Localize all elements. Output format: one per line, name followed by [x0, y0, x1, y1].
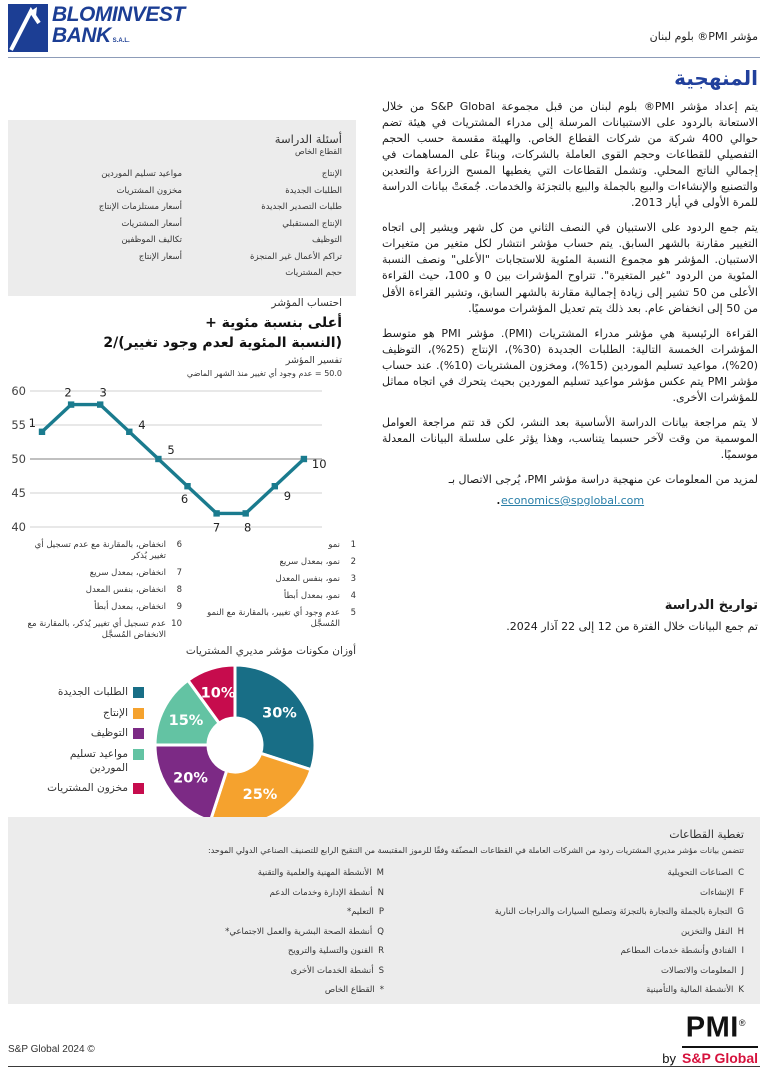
- paragraph: يتم جمع الردود على الاستبيان في النصف الثاني من كل شهر ويشير إلى اتجاه التغيير مقارنة بالشهر السابق. يتم حساب مؤشر انتشار لكل متغير من متغيرات الاستبيان. المؤشر هو مجموع النسبة المئوية للاستجابات "الأعلى" ونصف النسبة المئوية من الردود "غير المتغيرة". تتراوح المؤشرات بين 0 و 100، حيث القراءة الأعلى من 50 تشير إلى زيادة إجمالية مقارنة بالشهر السابق، وتشير القراءة الأقل من 50 إلى انخفاض عام. بعد ذلك يتم تعديل المؤشرات موسميًا.: [382, 221, 758, 315]
- sector-coverage-intro: تتضمن بيانات مؤشر مديري المشتريات ردود من الشركات العاملة في القطاعات المصنّفة وفقًا للرموز المقتبسة من التنقيح الرابع للتصنيف الصناعي الدولي الموحد:: [208, 846, 744, 855]
- sector-item: [24, 946, 384, 956]
- survey-question: طلبات التصدير الجديدة: [261, 202, 342, 212]
- sector-item: [384, 907, 744, 917]
- index-interpretation-title: تفسير المؤشر: [285, 355, 342, 366]
- sector-col-left: [24, 868, 384, 1005]
- diffusion-legend-item: [8, 585, 182, 596]
- survey-dates-title: تواريخ الدراسة: [664, 598, 758, 613]
- header-divider: [8, 57, 760, 58]
- sector-coverage-box: [8, 817, 760, 1004]
- legend-item-label: نمو، بمعدل أبطأ: [283, 591, 340, 602]
- sector-item: [384, 888, 744, 898]
- survey-dates-section: [382, 598, 758, 633]
- sector-item: [384, 927, 744, 937]
- bottom-divider: [8, 1066, 760, 1067]
- copyright-text: S&P Global 2024 ©: [8, 1044, 95, 1055]
- sector-label: الصناعات التحويلية: [667, 868, 734, 878]
- sector-code: K: [738, 985, 744, 995]
- legend-item-number: 5: [350, 608, 356, 619]
- sector-label: الأنشطة المالية والتأمينية: [646, 985, 734, 995]
- sector-item: [24, 927, 384, 937]
- legend-label: الطلبات الجديدة: [57, 686, 128, 698]
- legend-swatch-icon: [133, 783, 144, 794]
- pie-legend-item: [16, 782, 144, 796]
- svg-text:5: 5: [167, 443, 175, 457]
- sector-code: *: [379, 985, 384, 995]
- sector-item: [24, 907, 384, 917]
- legend-item-number: 10: [171, 619, 182, 630]
- sector-item: [384, 946, 744, 956]
- survey-questions-col2: [22, 169, 182, 285]
- sector-label: الإنشاءات: [700, 887, 735, 898]
- svg-text:40: 40: [11, 520, 26, 533]
- svg-text:10: 10: [311, 457, 327, 471]
- contact-email-line: [382, 489, 758, 508]
- survey-questions-box: [8, 120, 356, 296]
- legend-item-label: نمو، بمعدل سريع: [279, 557, 340, 568]
- pmi-weights-donut-chart: [8, 658, 356, 836]
- survey-question: تراكم الأعمال غير المنجزة: [250, 251, 342, 262]
- page-title: المنهجية: [674, 66, 758, 90]
- sector-code: M: [376, 868, 384, 878]
- blominvest-logo-mark-icon: [8, 4, 48, 52]
- sector-label: التعليم*: [346, 907, 374, 917]
- diffusion-legend: [8, 540, 356, 647]
- diffusion-legend-item: [8, 568, 182, 579]
- contact-paragraph: [382, 472, 758, 488]
- sector-item: [24, 966, 384, 976]
- svg-text:2: 2: [64, 385, 72, 400]
- svg-text:15%: 15%: [168, 713, 204, 730]
- logo-line1: BLOMINVEST: [52, 3, 185, 26]
- diffusion-legend-item: [8, 540, 182, 562]
- legend-swatch-icon: [133, 687, 144, 698]
- svg-text:9: 9: [283, 489, 292, 504]
- sector-label: القطاع الخاص: [324, 985, 375, 995]
- svg-text:20%: 20%: [173, 770, 208, 787]
- sector-label: أنشطة الصحة البشرية والعمل الاجتماعي*: [225, 926, 373, 937]
- svg-text:4: 4: [138, 417, 146, 432]
- sector-code: Q: [377, 926, 384, 937]
- sector-item: [384, 966, 744, 976]
- diffusion-legend-item: [182, 591, 356, 602]
- sector-code: R: [378, 946, 384, 956]
- pmi-logo: [662, 1008, 758, 1066]
- legend-swatch-icon: [133, 749, 144, 760]
- survey-question: مخزون المشتريات: [116, 185, 182, 196]
- svg-text:50: 50: [11, 452, 26, 466]
- survey-questions-subtitle: القطاع الخاص: [295, 147, 342, 156]
- index-interpretation-note: 50.0 = عدم وجود أي تغيير منذ الشهر الماضي: [186, 369, 342, 378]
- sector-item: [384, 985, 744, 995]
- legend-item-number: 4: [350, 591, 356, 602]
- pie-legend: [16, 686, 144, 803]
- logo-sal: S.A.L.: [112, 38, 130, 44]
- sector-label: الفنادق وأنشطة خدمات المطاعم: [620, 946, 737, 956]
- sector-item: [384, 868, 744, 878]
- sector-col-right: [384, 868, 744, 1005]
- sector-item: [24, 868, 384, 878]
- legend-label: الإنتاج: [103, 706, 128, 719]
- legend-item-number: 2: [350, 557, 356, 568]
- sector-code: N: [377, 887, 384, 898]
- survey-questions-title: أسئلة الدراسة: [274, 132, 342, 146]
- svg-text:3: 3: [99, 385, 107, 400]
- survey-question: مواعيد تسليم الموردين: [101, 169, 182, 179]
- legend-item-number: 8: [176, 585, 182, 596]
- sector-label: الأنشطة المهنية والعلمية والتقنية: [257, 868, 372, 878]
- survey-question: أسعار الإنتاج: [138, 251, 182, 262]
- survey-question: أسعار مستلزمات الإنتاج: [98, 202, 182, 212]
- methodology-text-column: [382, 99, 758, 508]
- sector-label: المعلومات والاتصالات: [660, 965, 737, 976]
- sector-label: النقل والتخزين: [681, 926, 733, 937]
- legend-item-label: عدم تسجيل أي تغيير يُذكر، بالمقارنة مع الانخفاض المُسجَّل: [27, 619, 166, 641]
- pie-legend-item: [16, 748, 144, 775]
- svg-text:55: 55: [11, 418, 26, 432]
- legend-item-label: انخفاض، بمعدل سريع: [89, 568, 166, 579]
- sp-global-logo-text: S&P Global: [682, 1046, 758, 1066]
- legend-item-label: انخفاض، بمعدل أبطأ: [94, 602, 166, 613]
- index-formula-line2: (النسبة المئوية لعدم وجود تغيير)/2: [103, 334, 342, 351]
- survey-question: التوظيف: [311, 235, 342, 245]
- legend-item-label: نمو، بنفس المعدل: [275, 574, 340, 585]
- document-title: مؤشر ‎®PMI بلوم لبنان: [649, 30, 758, 43]
- svg-text:30%: 30%: [262, 705, 297, 722]
- legend-item-label: عدم وجود أي تغيير، بالمقارنة مع النمو المُسجَّل: [207, 608, 340, 630]
- sector-code: H: [737, 926, 744, 937]
- index-calculation-section: [8, 297, 342, 353]
- survey-question: أسعار المشتريات: [121, 218, 182, 229]
- legend-swatch-icon: [133, 728, 144, 739]
- paragraph: لا يتم مراجعة بيانات الدراسة الأساسية بعد النشر، لكن قد تتم مراجعة العوامل الموسمية من وقت لآخر حسبما يتناسب، وهذا يؤثر على سلسلة البيانات المعدلة موسميًا.: [382, 415, 758, 461]
- diffusion-legend-item: [182, 540, 356, 551]
- sector-code: P: [378, 907, 384, 917]
- diffusion-legend-col-left: [8, 540, 182, 647]
- sector-label: أنشطة الخدمات الأخرى: [290, 965, 374, 976]
- index-interpretation-section: [8, 355, 342, 378]
- sector-code: S: [378, 965, 384, 976]
- legend-item-number: 7: [176, 568, 182, 579]
- sector-item: [24, 888, 384, 898]
- pmi-logo-word: PMI®: [685, 1011, 746, 1044]
- diffusion-legend-item: [182, 608, 356, 630]
- survey-question: الإنتاج المستقبلي: [282, 218, 342, 229]
- survey-question: حجم المشتريات: [285, 268, 342, 278]
- svg-text:45: 45: [11, 486, 26, 500]
- legend-label: مخزون المشتريات: [47, 782, 128, 795]
- logo-line2: BANK: [52, 24, 111, 47]
- pie-legend-item: [16, 686, 144, 700]
- legend-item-number: 6: [176, 540, 182, 550]
- legend-item-label: انخفاض، بالمقارنة مع عدم تسجيل أي تغيير يُذكر: [34, 540, 166, 562]
- survey-question: الطلبات الجديدة: [285, 185, 342, 196]
- svg-text:6: 6: [180, 492, 189, 507]
- legend-item-number: 9: [176, 602, 182, 613]
- contact-email-link[interactable]: economics@spglobal.com: [501, 494, 645, 508]
- sector-label: التجارة بالجملة والتجارة بالتجزئة وتصليح السيارات والدراجات النارية: [494, 907, 733, 917]
- svg-text:25%: 25%: [242, 787, 278, 804]
- blominvest-logo-text: [52, 4, 185, 52]
- diffusion-legend-col-right: [182, 540, 356, 647]
- registered-mark-icon: ®: [738, 1018, 746, 1028]
- weights-section-title: أوزان مكونات مؤشر مديري المشتريات: [185, 645, 356, 657]
- legend-item-label: انخفاض، بنفس المعدل: [85, 585, 166, 596]
- svg-text:60: 60: [11, 384, 26, 398]
- svg-text:7: 7: [212, 520, 221, 533]
- survey-questions-col1: [182, 169, 342, 285]
- index-formula-line1: أعلى بنسبة مئوية +: [205, 315, 342, 331]
- survey-dates-text: تم جمع البيانات خلال الفترة من 12 إلى 22 آذار 2024.: [506, 620, 758, 633]
- sector-code: F: [739, 887, 744, 898]
- diffusion-legend-item: [8, 602, 182, 613]
- legend-label: مواعيد تسليم الموردين: [69, 747, 128, 774]
- sector-label: أنشطة الإدارة وخدمات الدعم: [269, 887, 373, 898]
- paragraph: يتم إعداد مؤشر ‎®PMI بلوم لبنان من قبل مجموعة S&P Global من خلال الاستعانة بالردود على الاستبيانات المرسلة إلى مدراء المشتريات في هيئة تضم حوالي 400 شركة من شركات القطاع الخاص. والهيئة مقسمة حسب الحجم التفصيلي للقطاعات وحجم القوى العاملة بالشركات، وبناءً على المساهمات في إجمالي الناتج المحلي. وتشمل القطاعات التي يغطيها المسح الزراعة والتعدين والتصنيع والإنشاءات والبيع بالجملة والبيع بالتجزئة والخدمات. جُمعَتْ بيانات الدراسة للمرة الأولى في أيار 2013.: [382, 100, 759, 210]
- sector-coverage-title: تغطية القطاعات: [669, 828, 744, 841]
- diffusion-legend-item: [182, 557, 356, 568]
- diffusion-line-chart: [8, 381, 353, 533]
- contact-lead: لمزيد من المعلومات عن منهجية دراسة مؤشر PMI، يُرجى الاتصال بـ: [448, 472, 758, 486]
- pie-legend-item: [16, 727, 144, 741]
- survey-question: تكاليف الموظفين: [121, 235, 182, 245]
- legend-item-number: 1: [350, 540, 356, 550]
- legend-swatch-icon: [133, 708, 144, 719]
- survey-question: الإنتاج: [321, 169, 342, 179]
- sector-item: [24, 985, 384, 995]
- sector-code: J: [741, 965, 744, 976]
- blominvest-logo: [8, 4, 185, 52]
- pie-legend-item: [16, 707, 144, 721]
- svg-text:8: 8: [244, 520, 252, 533]
- paragraphs: [382, 99, 758, 463]
- legend-item-label: نمو: [328, 540, 340, 550]
- svg-text:10%: 10%: [200, 685, 236, 702]
- sector-code: I: [741, 946, 744, 956]
- sector-code: C: [738, 868, 744, 878]
- sector-code: G: [737, 907, 744, 917]
- contact-suffix: .: [495, 489, 502, 509]
- sector-label: الفنون والتسلية والترويح: [287, 946, 374, 956]
- index-calculation-title: احتساب المؤشر: [271, 297, 342, 309]
- paragraph: القراءة الرئيسية هي مؤشر مدراء المشتريات (PMI). مؤشر PMI هو متوسط المؤشرات الخمسة التالية: الطلبات الجديدة (30%)، الإنتاج (25%)، التوظيف (20%)، مواعيد تسليم الموردين (15%)، ومخزون المشتريات (10%). عند حساب مؤشر PMI يتم عكس مؤشر مواعيد تسليم الموردين بحيث يتحرك في اتجاه مماثل للمؤشرات الأخرى.: [382, 326, 759, 404]
- legend-label: التوظيف: [90, 727, 128, 740]
- diffusion-legend-item: [8, 619, 182, 641]
- legend-item-number: 3: [350, 574, 356, 585]
- diffusion-legend-item: [182, 574, 356, 585]
- svg-text:1: 1: [28, 415, 36, 430]
- pmi-by-text: by: [662, 1050, 677, 1066]
